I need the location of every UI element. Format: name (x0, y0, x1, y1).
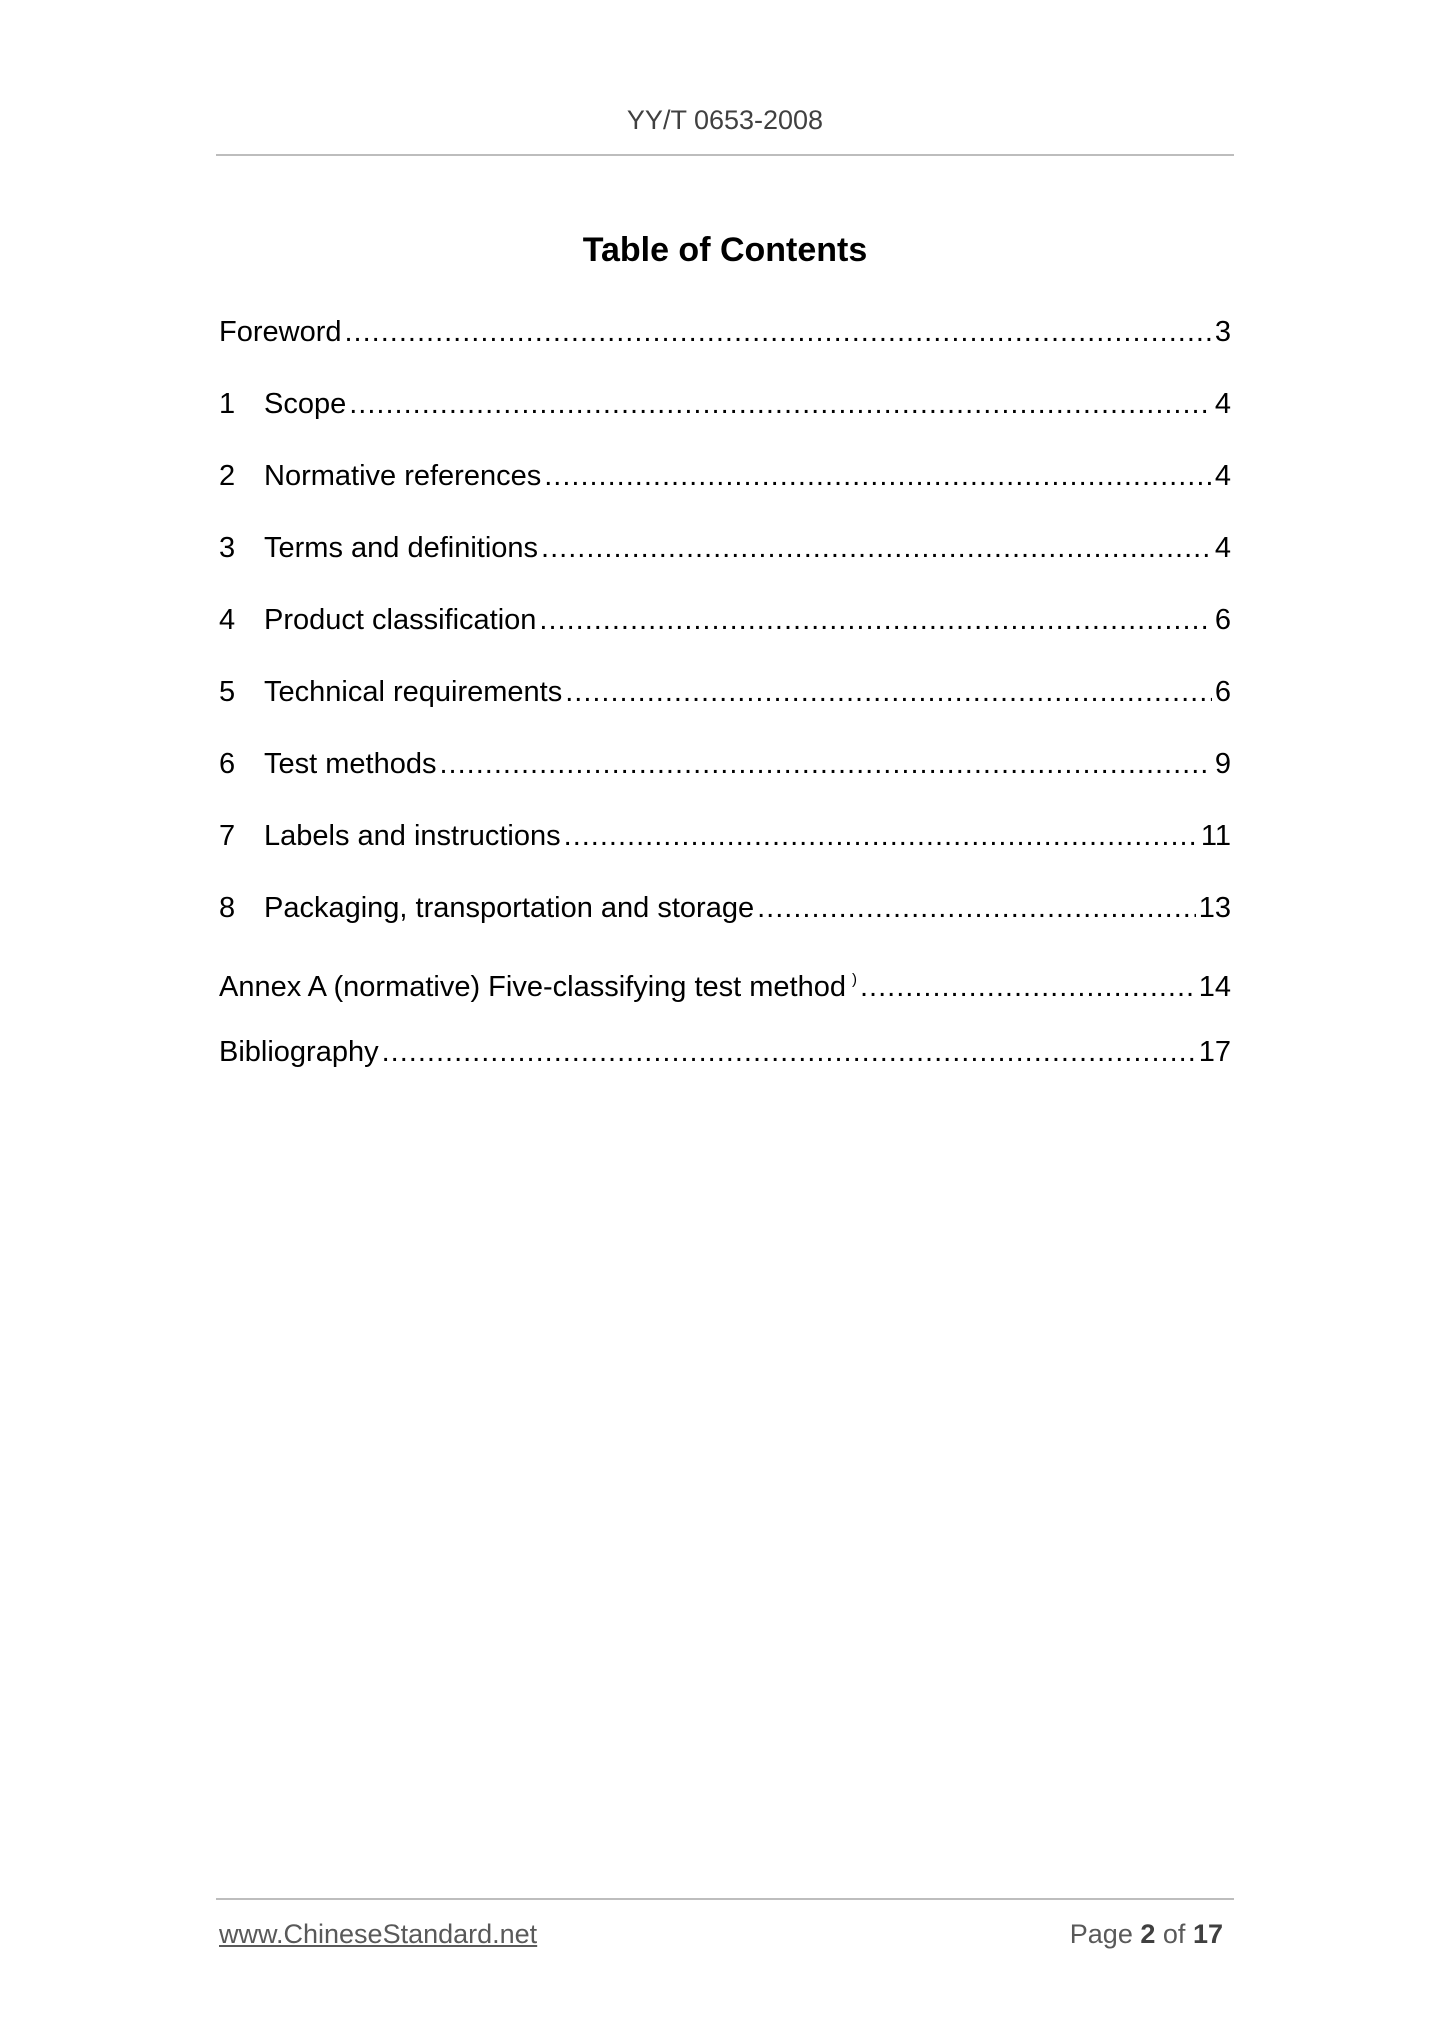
toc-entry-product-classification[interactable] (219, 600, 1231, 672)
page-total: 17 (1192, 1919, 1223, 1949)
toc-entry-number: 8 (219, 892, 236, 924)
toc-entry-number: 6 (219, 748, 236, 780)
toc-entry-page: 4 (1214, 532, 1231, 564)
toc-entry-label: Labels and instructions (264, 820, 561, 852)
toc-title: Table of Contents (582, 231, 868, 269)
toc-entry-number: 3 (219, 532, 236, 564)
toc-dot-leader (564, 816, 1198, 856)
toc-entry-test-methods[interactable] (219, 744, 1231, 816)
toc-entry-page: 4 (1214, 460, 1231, 492)
toc-entry-technical-requirements[interactable] (219, 672, 1231, 744)
toc-dot-leader (544, 456, 1212, 496)
toc-entry-number: 1 (219, 388, 236, 420)
toc-entry-page: 6 (1214, 604, 1231, 636)
toc-entry-page: 3 (1214, 316, 1231, 348)
toc-entry-scope[interactable] (219, 384, 1231, 456)
toc-dot-leader (382, 1032, 1196, 1072)
toc-list (219, 312, 1231, 1104)
toc-dot-leader (757, 888, 1196, 928)
toc-dot-leader (860, 967, 1196, 1007)
toc-entry-label: Technical requirements (264, 676, 563, 708)
toc-entry-number: 2 (219, 460, 236, 492)
toc-entry-normative-references[interactable] (219, 456, 1231, 528)
footer-divider (216, 1898, 1234, 1900)
toc-entry-packaging[interactable] (219, 888, 1231, 960)
toc-entry-label-text: Annex A (normative) Five-classifying test method (219, 971, 846, 1003)
toc-entry-terms-and-definitions[interactable] (219, 528, 1231, 600)
document-code-header: YY/T 0653-2008 (626, 105, 824, 135)
website-link[interactable]: www.ChineseStandard.net (219, 1919, 538, 1949)
toc-entry-annex-a[interactable] (219, 960, 1231, 1032)
header-divider (216, 154, 1234, 156)
toc-entry-number: 5 (219, 676, 236, 708)
toc-entry-labels-and-instructions[interactable] (219, 816, 1231, 888)
toc-entry-page: 9 (1214, 748, 1231, 780)
toc-dot-leader (541, 528, 1212, 568)
toc-entry-label: Bibliography (219, 1036, 379, 1068)
toc-dot-leader (439, 744, 1211, 784)
toc-entry-page: 6 (1214, 676, 1231, 708)
page-number (1070, 1916, 1223, 1952)
toc-entry-number: 7 (219, 820, 236, 852)
toc-entry-superscript: ) (851, 971, 857, 988)
toc-entry-label: Test methods (264, 748, 437, 780)
toc-entry-label: Scope (264, 388, 347, 420)
toc-entry-page: 4 (1214, 388, 1231, 420)
toc-dot-leader (345, 312, 1212, 352)
toc-entry-label (219, 960, 857, 1007)
toc-entry-number: 4 (219, 604, 236, 636)
toc-entry-label: Product classification (264, 604, 537, 636)
toc-entry-label: Normative references (264, 460, 542, 492)
toc-entry-label: Packaging, transportation and storage (264, 892, 755, 924)
page-current: 2 (1140, 1919, 1156, 1949)
toc-entry-page: 17 (1198, 1036, 1231, 1068)
toc-dot-leader (539, 600, 1211, 640)
toc-entry-page: 11 (1200, 820, 1231, 852)
toc-entry-label: Terms and definitions (264, 532, 539, 564)
toc-entry-page: 13 (1198, 892, 1231, 924)
page-of: of (1162, 1919, 1186, 1949)
toc-entry-bibliography[interactable] (219, 1032, 1231, 1104)
toc-dot-leader (565, 672, 1212, 712)
page-prefix: Page (1069, 1919, 1133, 1949)
toc-dot-leader (349, 384, 1212, 424)
toc-entry-label: Foreword (219, 316, 342, 348)
toc-entry-foreword[interactable] (219, 312, 1231, 384)
toc-entry-page: 14 (1198, 971, 1231, 1003)
